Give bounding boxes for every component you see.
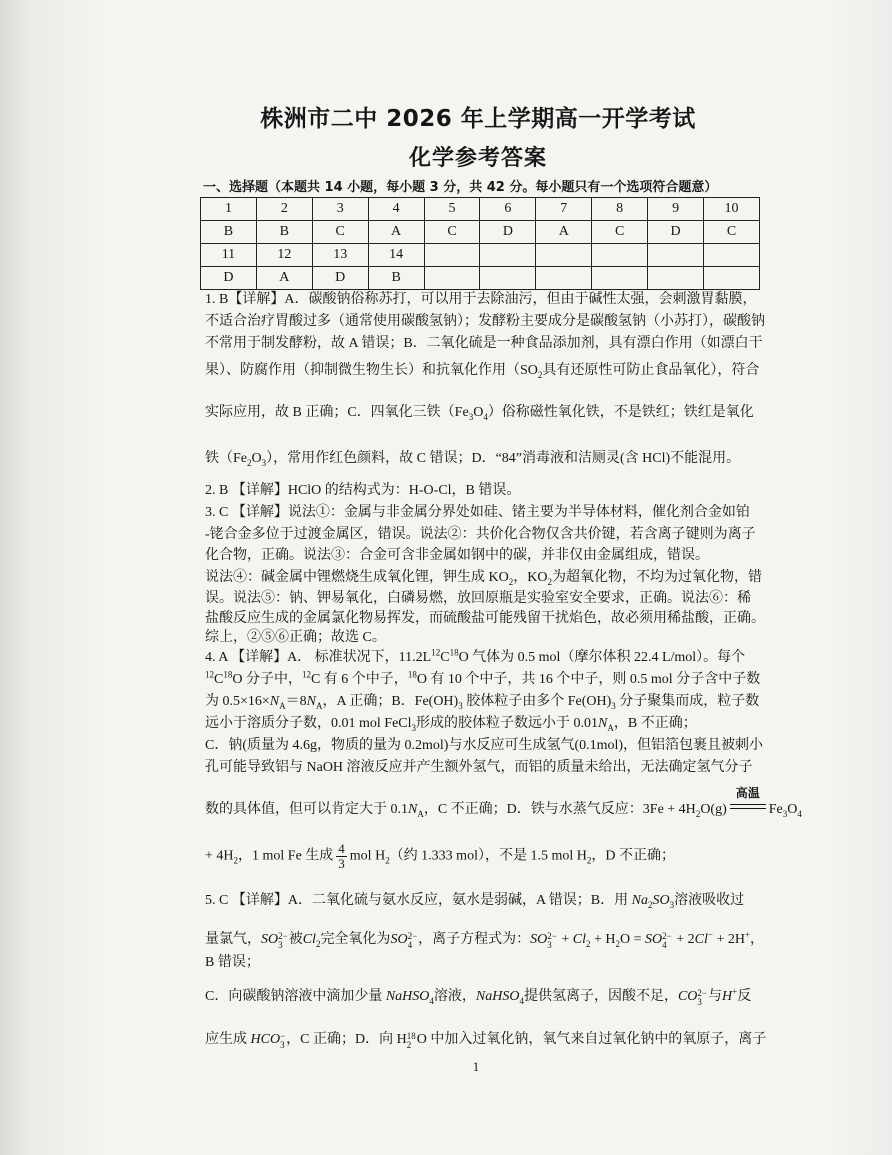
- subscript: 3: [611, 700, 616, 711]
- italic-formula-text: Cl: [694, 932, 708, 947]
- text-run: 为超氧化物，不均为过氧化物，错: [551, 570, 762, 585]
- text-run: ＝8: [285, 694, 307, 709]
- explanation-line-q5: [205, 930, 764, 950]
- subscript: 4: [797, 808, 802, 819]
- explanation-line-q3: [205, 628, 386, 648]
- page-subtitle: 化学参考答案: [408, 146, 547, 171]
- text-run: 1. B【详解】A．碳酸钠俗称苏打，可以用于去除油污，但由于碱性太强，会刺激胃黏膜，: [205, 292, 757, 307]
- superscript: 2−: [278, 931, 288, 941]
- explanation-line-q4: [205, 786, 802, 820]
- answer-cell: C: [312, 221, 368, 244]
- explanation-line-q2: [205, 481, 520, 501]
- page-number: 1: [472, 1059, 480, 1074]
- italic-formula-text: NaHSO: [475, 989, 520, 1004]
- italic-formula-text: SO: [645, 932, 663, 947]
- superscript: 18: [406, 1031, 416, 1041]
- reaction-arrow: [730, 786, 766, 813]
- explanation-line-q5: [205, 891, 744, 911]
- text-run: ，: [750, 932, 765, 947]
- text-run: O: [473, 405, 484, 420]
- empty-cell: [480, 244, 536, 267]
- superscript: −: [280, 1031, 286, 1041]
- fraction-denominator: 3: [338, 856, 345, 871]
- subscript: 2: [615, 938, 620, 949]
- italic-formula-text: HCO: [250, 1032, 281, 1047]
- superscript: 2−: [547, 931, 557, 941]
- table-row: [201, 244, 760, 267]
- superscript: 18: [223, 669, 233, 680]
- text-run: mol H: [349, 848, 386, 864]
- answer-cell: D: [312, 267, 368, 290]
- empty-cell: [704, 244, 760, 267]
- explanation-line-q1: [205, 361, 759, 381]
- answer-cell: D: [648, 221, 704, 244]
- explanation-line-q1: [205, 449, 740, 469]
- text-run: O 中加入过氧化钠，氧气来自过氧化钠中的氧原子，离子: [416, 1032, 767, 1047]
- italic-formula-text: SO: [530, 932, 548, 947]
- text-run: 综上，②⑤⑥正确；故选 C。: [205, 630, 386, 645]
- answer-table: [200, 197, 760, 290]
- ion-charge-script: [547, 932, 557, 950]
- subscript: 2: [247, 457, 252, 468]
- text-run: ），常用作红色颜料，故 C 错误；D．“84”消毒液和洁厕灵(含 HCl)不能混用。: [266, 451, 741, 466]
- answer-cell: B: [201, 221, 257, 244]
- text-run: ，KO: [513, 570, 548, 585]
- text-run: ，D 不正确；: [591, 848, 675, 864]
- superscript: 2−: [407, 931, 418, 941]
- italic-formula-text: N: [598, 716, 608, 731]
- answer-cell: A: [536, 221, 592, 244]
- superscript: −: [707, 929, 713, 940]
- text-run: 3. C 【详解】说法①：金属与非金属分界处如硅、锗主要为半导体材料，催化剂合金如铂: [205, 505, 750, 520]
- italic-formula-text: N: [408, 802, 418, 817]
- superscript: 12: [431, 647, 441, 658]
- text-run: ，B 不正确；: [613, 716, 697, 731]
- superscript: 18: [407, 669, 417, 680]
- subscript: 3: [669, 899, 675, 910]
- text-run: 提供氢离子，因酸不足，: [523, 989, 678, 1004]
- text-run: 实际应用，故 B 正确；C．四氧化三铁（Fe: [205, 405, 469, 420]
- text-run: 孔可能导致铝与 NaOH 溶液反应并产生额外氢气，而铝的质量未给出，无法确定氢气分子: [205, 760, 753, 775]
- answer-cell: C: [424, 221, 480, 244]
- text-run: O 气体为 0.5 mol（摩尔体积 22.4 L/mol）。每个: [458, 650, 746, 665]
- text-run: C: [214, 672, 224, 687]
- text-run: 不适合治疗胃酸过多（通常使用碳酸氢钠）；发酵粉主要成分是碳酸氢钠（小苏打），碳酸钠: [205, 314, 765, 329]
- explanation-line-q4: [205, 736, 763, 756]
- explanation-line-q1: [205, 290, 756, 310]
- subscript: 3: [278, 940, 283, 950]
- subscript: 3: [547, 940, 552, 950]
- explanation-line-q3: [205, 525, 756, 545]
- empty-cell: [648, 267, 704, 290]
- text-run: 为 0.5×16×: [205, 694, 270, 709]
- empty-cell: [536, 244, 592, 267]
- text-run: 远小于溶质分子数，0.01 mol FeCl: [205, 716, 412, 731]
- empty-cell: [704, 267, 760, 290]
- empty-cell: [480, 267, 536, 290]
- italic-formula-text: N: [269, 694, 280, 709]
- superscript: 12: [205, 669, 214, 680]
- italic-formula-text: N: [306, 694, 316, 709]
- subscript: 4: [519, 995, 524, 1006]
- empty-cell: [648, 244, 704, 267]
- ion-charge-script: [280, 1032, 285, 1050]
- text-run: +: [557, 932, 573, 947]
- table-row: [201, 198, 760, 221]
- text-run: + 2: [672, 932, 695, 947]
- text-run: ，C 正确；D．向 H: [286, 1032, 407, 1047]
- text-run: 化合物，正确。说法③：合金可含非金属如钢中的碳，并非仅由金属组成，错误。: [205, 548, 709, 563]
- text-run: C．钠(质量为 4.6g，物质的量为 0.2mol)与水反应可生成氢气(0.1mol)，但铝箔包裹且被刺小: [205, 738, 764, 753]
- text-run: 溶液，: [433, 989, 476, 1004]
- subscript: 2: [547, 576, 552, 587]
- explanation-line-q1: [205, 403, 754, 423]
- subscript: 2: [586, 855, 592, 866]
- text-run: 形成的胶体粒子数远小于 0.01: [416, 716, 599, 731]
- empty-cell: [424, 267, 480, 290]
- text-run: 误。说法⑤：钠、钾易氧化，白磷易燃，放回原瓶是实验室安全要求，正确。说法⑥：稀: [205, 591, 751, 606]
- page-title: 株洲市二中 2026 年上学期高一开学考试: [260, 106, 696, 132]
- subscript: 4: [407, 940, 413, 950]
- subscript: 2: [537, 369, 543, 380]
- text-run: 反: [737, 989, 752, 1004]
- text-run: 与: [708, 989, 722, 1004]
- reaction-equals-bar: [730, 804, 766, 809]
- question-number-cell: 11: [201, 244, 257, 267]
- answer-cell: A: [368, 221, 424, 244]
- question-number-cell: 6: [480, 198, 536, 221]
- subscript: A: [279, 700, 286, 711]
- text-run: （约 1.333 mol），不是 1.5 mol H: [389, 848, 587, 864]
- answer-cell: C: [704, 221, 760, 244]
- ion-charge-script: [278, 932, 288, 950]
- text-run: B 错误；: [205, 955, 260, 970]
- subscript: 3: [411, 722, 417, 733]
- question-number-cell: 3: [312, 198, 368, 221]
- fraction-numerator: 4: [338, 841, 345, 856]
- text-run: 被: [288, 932, 303, 947]
- text-run: 不常用于制发酵粉，故 A 错误；B．二氧化硫是一种食品添加剂，具有漂白作用（如漂白干: [205, 336, 763, 351]
- text-run: ，离子方程式为：: [418, 932, 531, 947]
- question-number-cell: 9: [648, 198, 704, 221]
- empty-cell: [592, 244, 648, 267]
- explanation-line-q4: [205, 842, 675, 871]
- question-number-cell: 10: [704, 198, 760, 221]
- text-run: C: [440, 650, 450, 665]
- italic-formula-text: NaHSO: [385, 989, 430, 1004]
- italic-formula-text: SO: [652, 893, 670, 908]
- reaction-condition: 高温: [735, 786, 760, 800]
- answer-cell: A: [256, 267, 312, 290]
- explanation-line-q3: [205, 503, 750, 523]
- explanation-line-q4: [205, 692, 759, 712]
- text-run: -铑合金多位于过渡金属区，错误。说法②：共价化合物仅含共价键，若含离子键则为离子: [205, 527, 756, 542]
- subscript: 3: [458, 700, 463, 711]
- text-run: O: [787, 802, 798, 817]
- question-number-cell: 12: [256, 244, 312, 267]
- subscript: 2: [585, 938, 591, 949]
- explanation-line-q4: [205, 648, 745, 668]
- text-run: C．向碳酸钠溶液中滴加少量: [205, 989, 386, 1004]
- explanation-line-q3: [205, 546, 709, 566]
- subscript: A: [315, 700, 323, 711]
- ion-charge-script: [662, 932, 672, 950]
- explanation-line-q5: [205, 953, 260, 973]
- section-heading: 一、选择题（本题共 14 小题，每小题 3 分，共 42 分。每小题只有一个选项符合题意）: [203, 180, 718, 195]
- table-row: [201, 267, 760, 290]
- subscript: 2: [406, 1040, 412, 1050]
- superscript: 2−: [697, 988, 707, 998]
- subscript: 2: [315, 938, 321, 949]
- superscript: +: [744, 929, 751, 940]
- text-run: ，1 mol Fe 生成: [238, 848, 334, 864]
- explanation-line-q4: [205, 758, 753, 778]
- ion-charge-script: [407, 1032, 416, 1050]
- text-run: 铁（Fe: [205, 451, 247, 466]
- text-run: 应生成: [205, 1032, 251, 1047]
- explanation-line-q3: [205, 609, 765, 629]
- italic-formula-text: H: [722, 989, 733, 1004]
- text-run: 盐酸反应生成的金属氯化物易挥发，而硫酸盐可能残留干扰焰色，故必须用稀盐酸，正确。: [205, 611, 765, 626]
- explanation-line-q1: [205, 312, 765, 332]
- italic-formula-text: Na: [631, 893, 648, 908]
- subscript: 2: [508, 576, 514, 587]
- italic-formula-text: Cl: [572, 932, 586, 947]
- text-run: O: [251, 451, 262, 466]
- text-run: Fe: [768, 802, 783, 817]
- text-run: + H: [590, 932, 616, 947]
- superscript: 12: [301, 669, 311, 680]
- text-run: 说法④：碱金属中锂燃烧生成氧化锂，钾生成 KO: [205, 570, 509, 585]
- empty-cell: [592, 267, 648, 290]
- ion-charge-script: [408, 932, 418, 950]
- question-number-cell: 5: [424, 198, 480, 221]
- superscript: 2−: [662, 931, 672, 941]
- empty-cell: [536, 267, 592, 290]
- table-row: [201, 221, 760, 244]
- question-number-cell: 13: [312, 244, 368, 267]
- subscript: 4: [429, 995, 434, 1006]
- question-number-cell: 8: [592, 198, 648, 221]
- answer-cell: D: [201, 267, 257, 290]
- text-run: ）俗称磁性氧化铁，不是铁红；铁红是氧化: [487, 405, 754, 420]
- subscript: 2: [695, 808, 701, 819]
- subscript: 3: [468, 411, 474, 422]
- subscript: 2: [385, 855, 390, 866]
- text-run: 具有还原性可防止食品氧化），符合: [542, 363, 760, 378]
- explanation-line-q5: [205, 1030, 766, 1050]
- text-run: 2. B 【详解】HClO 的结构式为：H-O-Cl，B 错误。: [205, 483, 521, 498]
- subscript: 2: [233, 855, 239, 866]
- text-run: 果）、防腐作用（抑制微生物生长）和抗氧化作用（SO: [205, 363, 538, 378]
- text-run: + 4H: [205, 848, 234, 864]
- italic-formula-text: SO: [261, 932, 279, 947]
- superscript: +: [732, 986, 738, 997]
- superscript: 18: [449, 647, 459, 658]
- question-number-cell: 14: [368, 244, 424, 267]
- text-run: O 有 10 个中子，共 16 个中子，则 0.5 mol 分子含中子数: [416, 672, 761, 687]
- explanation-line-q5: [205, 987, 751, 1007]
- subscript: A: [607, 722, 614, 733]
- subscript: 3: [261, 457, 267, 468]
- fraction: [336, 842, 347, 871]
- text-run: O =: [620, 932, 646, 947]
- explanation-line-q3: [205, 589, 751, 609]
- text-run: 量氯气，: [205, 932, 261, 947]
- subscript: A: [417, 808, 424, 819]
- explanation-line-q4: [205, 714, 697, 734]
- answer-cell: D: [480, 221, 536, 244]
- text-run: 分子聚集而成，粒子数: [615, 694, 760, 709]
- italic-formula-text: SO: [390, 932, 408, 947]
- subscript: 4: [483, 411, 488, 422]
- text-run: 5. C 【详解】A．二氧化硫与氨水反应，氨水是弱碱，A 错误；B．用: [205, 893, 632, 908]
- text-run: 完全氧化为: [320, 932, 391, 947]
- ion-charge-script: [697, 989, 707, 1007]
- text-run: ，A 正确；B．Fe(OH): [322, 694, 459, 709]
- explanation-line-q3: [205, 568, 762, 588]
- text-run: O 分子中，: [232, 672, 302, 687]
- text-run: O(g): [700, 802, 727, 817]
- subscript: 4: [662, 940, 667, 950]
- question-number-cell: 7: [536, 198, 592, 221]
- answer-cell: B: [368, 267, 424, 290]
- text-run: 数的具体值，但可以肯定大于 0.1: [205, 802, 408, 817]
- explanation-line-q4: [205, 670, 760, 690]
- question-number-cell: 2: [256, 198, 312, 221]
- text-run: 溶液吸收过: [674, 893, 745, 908]
- subscript: 3: [280, 1040, 285, 1050]
- answer-cell: B: [256, 221, 312, 244]
- subscript: 3: [782, 808, 788, 819]
- subscript: 2: [647, 899, 653, 910]
- subscript: 3: [697, 997, 702, 1007]
- empty-cell: [424, 244, 480, 267]
- text-run: 4. A 【详解】A． 标准状况下，11.2L: [205, 650, 432, 665]
- italic-formula-text: Cl: [302, 932, 316, 947]
- text-run: + 2H: [712, 932, 745, 947]
- text-run: 胶体粒子由多个 Fe(OH): [462, 694, 612, 709]
- text-run: ，C 不正确；D．铁与水蒸气反应：3Fe + 4H: [423, 802, 696, 817]
- question-number-cell: 4: [368, 198, 424, 221]
- explanation-line-q1: [205, 334, 763, 354]
- text-run: C 有 6 个中子，: [310, 672, 408, 687]
- italic-formula-text: CO: [677, 989, 698, 1004]
- answer-cell: C: [592, 221, 648, 244]
- question-number-cell: 1: [201, 198, 257, 221]
